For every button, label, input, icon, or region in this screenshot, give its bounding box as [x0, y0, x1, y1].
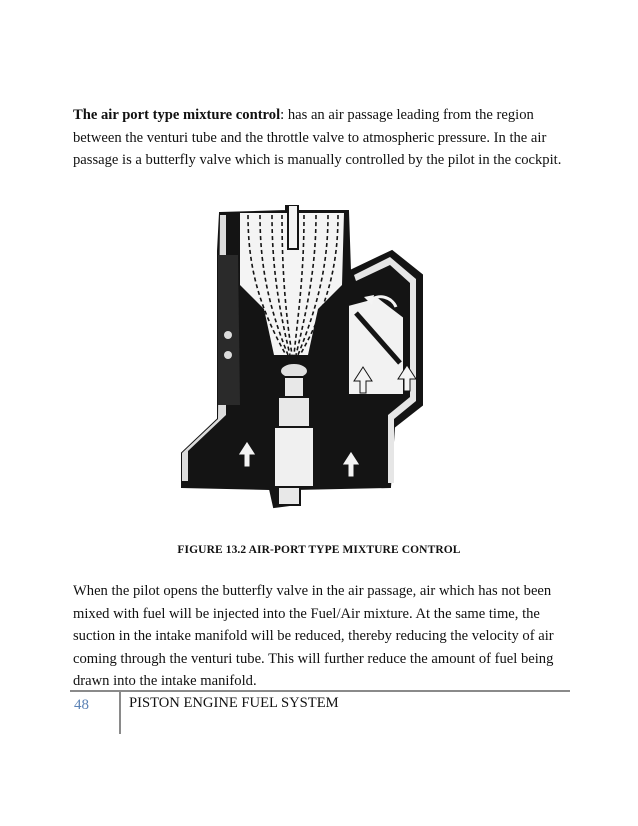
page-number: 48: [74, 697, 89, 713]
figure-caption-text: FIGURE 13.2 AIR-PORT TYPE MIXTURE CONTROL: [177, 544, 461, 556]
air-port-mixture-control-diagram: [178, 205, 458, 525]
jet-lower: [274, 427, 314, 487]
jet-upper: [284, 377, 304, 397]
paragraph-body-text: : has an air passage leading from the region between the venturi tube and the throttle valve to atmospheric pressure. In the air passage is a butterfly valve which is manually controlled by the pilot in the cockpit.: [73, 107, 562, 168]
footer-vertical-rule: [119, 692, 121, 734]
figure-caption: [0, 544, 638, 556]
paragraph-valve-effect: When the pilot opens the butterfly valve in the air passage, air which has not been mixed with fuel will be injected into the Fuel/Air mixture. At the same time, the suction in the intake manifold will be reduced, thereby reducing the velocity of air coming through the venturi tube. This will further reduce the amount of fuel being drawn into the intake manifold.: [73, 583, 554, 689]
running-title: PISTON ENGINE FUEL SYSTEM: [129, 695, 339, 711]
wall-hole-1: [224, 331, 232, 339]
wall-hole-2: [224, 351, 232, 359]
left-wall-panel: [218, 255, 240, 405]
jet-base: [278, 487, 300, 505]
footer-horizontal-rule: [70, 690, 570, 692]
paragraph-lead-term: The air port type mixture control: [73, 107, 281, 123]
main-fuel-nozzle: [288, 205, 298, 249]
paragraph-air-port-intro: [73, 104, 573, 172]
jet-middle: [278, 397, 310, 427]
